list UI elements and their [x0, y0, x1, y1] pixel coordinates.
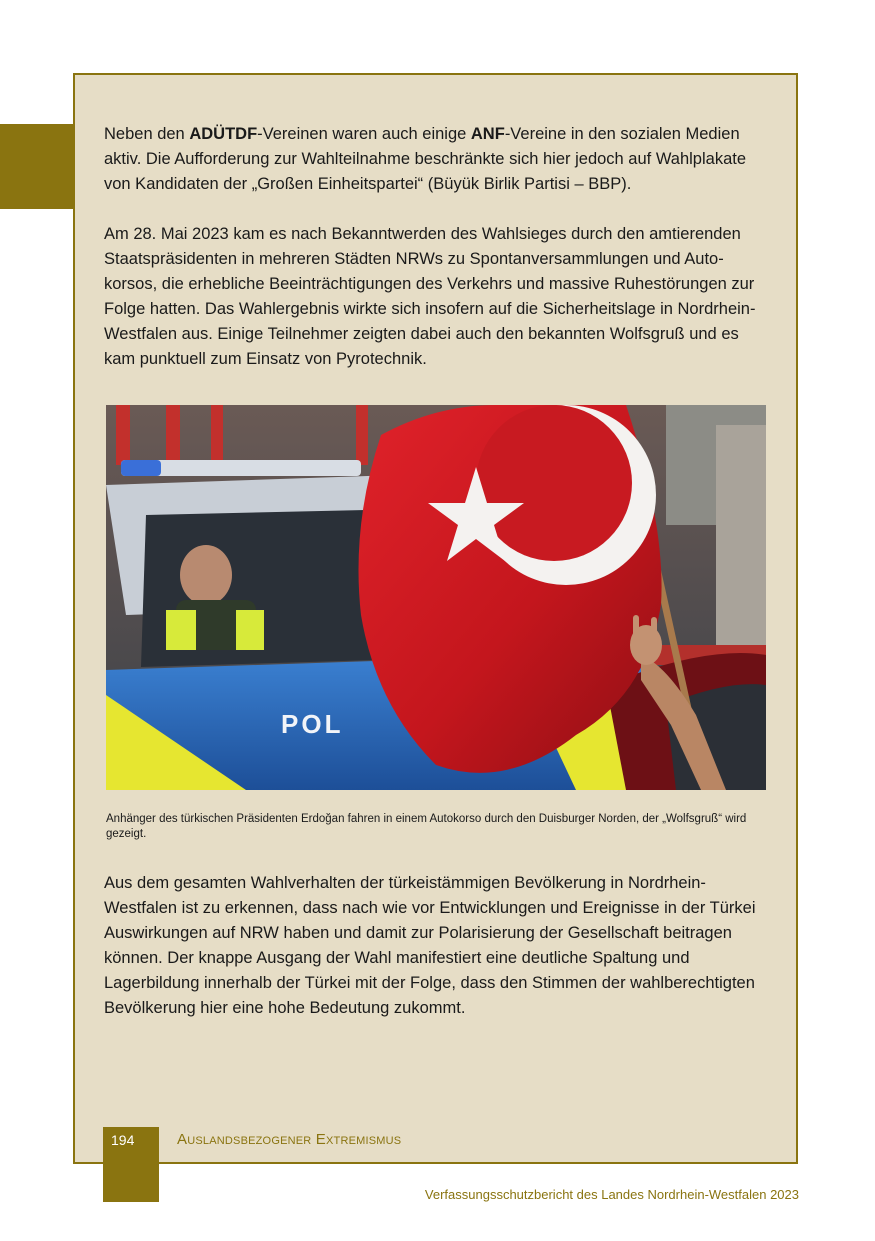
org-anf: ANF — [470, 125, 505, 143]
photo-autokorso — [106, 405, 766, 790]
org-adutdf: ADÜTDF — [189, 125, 258, 143]
side-tab-marker — [0, 124, 74, 209]
paragraph-anf: Neben den ADÜTDF-Vereinen waren auch einige ANF-Vereine in den sozialen Medien aktiv. Die Aufforderung zur Wahlteilnahme beschränkte sich hier jedoch auf Wahlplakate von Kandidaten der „Großen Einheitspartei“ (Büyük Birlik Partisi – BBP). — [104, 125, 747, 193]
publication-footer: Verfassungsschutzbericht des Landes Nordrhein-Westfalen 2023 — [424, 1187, 799, 1202]
page-number-badge — [103, 1127, 159, 1202]
car-lettering: POL — [281, 709, 344, 739]
paragraph-conclusion: Aus dem gesamten Wahlverhalten der türkeistämmigen Bevölkerung in Nordrhein-Westfalen ist zu erkennen, dass nach wie vor Entwicklungen und Ereignisse in der Türkei Auswirkungen auf NRW haben und damit zur Polarisierung der Gesellschaft beitragen können. Der knappe Ausgang der Wahl manifestiert eine deutliche Spaltung und Lagerbildung innerhalb der Türkei mit der Folge, dass den Stimmen der wahlberechtigten Bevölkerung hier eine hohe Bedeutung zukommt. — [104, 874, 756, 1017]
photo-caption: Anhänger des türkischen Präsidenten Erdoğan fahren in einem Autokorso durch den Duisburger Norden, der „Wolfsgruß“ wird gezeigt. — [106, 813, 747, 840]
page-number: 194 — [111, 1132, 135, 1148]
paragraph-election-night: Am 28. Mai 2023 kam es nach Bekanntwerden des Wahlsieges durch den amtierenden Staatspräsidenten in mehreren Städten NRWs zu Spontanversammlungen und Autokorsos, die erhebliche Beeinträchtigungen des Verkehrs und massive Ruhestörungen zur Folge hatten. Das Wahlergebnis wirkte sich insofern auf die Sicherheitslage in Nordrhein-Westfalen aus. Einige Teilnehmer zeigten dabei auch den bekannten Wolfsgruß und es kam punktuell zum Einsatz von Pyrotechnik. — [104, 225, 756, 368]
section-title: Auslandsbezogener Extremismus — [177, 1131, 402, 1148]
